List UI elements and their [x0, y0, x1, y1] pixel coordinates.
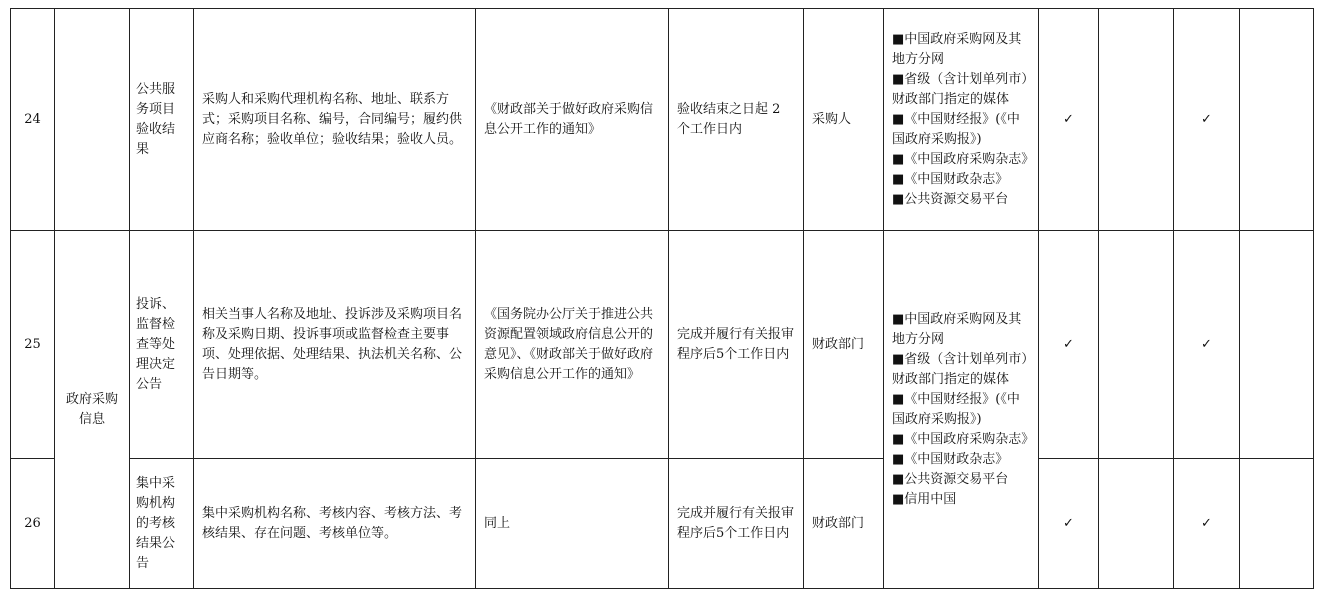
subject-text: 财政部门	[812, 515, 865, 531]
item-cell	[130, 459, 194, 589]
time-text: 验收结束之日起 2 个工作日内	[677, 101, 781, 137]
check-mark: ✓	[1174, 459, 1240, 589]
channel-item: ■省级（含计划单列市）财政部门指定的媒体	[892, 71, 1028, 107]
basis-cell	[476, 459, 669, 589]
basis-cell	[476, 231, 669, 459]
table-row	[11, 9, 1314, 231]
check-mark: ✓	[1039, 459, 1099, 589]
item-cell	[130, 231, 194, 459]
channel-item: ■中国政府采购网及其地方分网	[892, 311, 1022, 347]
check-mark: ✓	[1039, 231, 1099, 459]
time-text: 完成并履行有关报审程序后5个工作日内	[677, 326, 795, 362]
check-empty	[1240, 9, 1314, 231]
check-mark: ✓	[1039, 9, 1099, 231]
channel-item: ■信用中国	[892, 491, 957, 507]
row-number: 25	[11, 231, 55, 459]
channel-item: ■《中国政府采购杂志》	[892, 151, 1035, 167]
channels-cell	[884, 231, 1039, 589]
subject-cell	[804, 231, 884, 459]
channel-item: ■《中国财政杂志》	[892, 451, 1009, 467]
item-text: 投诉、监督检查等处理决定公告	[136, 296, 176, 392]
subject-text: 财政部门	[812, 336, 865, 352]
time-text: 完成并履行有关报审程序后5个工作日内	[677, 505, 795, 541]
check-empty	[1099, 231, 1174, 459]
content-text: 相关当事人名称及地址、投诉涉及采购项目名称及采购日期、投诉事项或监督检查主要事项、处理依据、处理结果、执法机关名称、公告日期等。	[202, 306, 463, 382]
check-empty	[1099, 9, 1174, 231]
content-text: 集中采购机构名称、考核内容、考核方法、考核结果、存在问题、考核单位等。	[202, 505, 463, 541]
time-cell	[669, 9, 804, 231]
content-cell	[194, 459, 476, 589]
row-number: 24	[11, 9, 55, 231]
channel-item: ■中国政府采购网及其地方分网	[892, 31, 1022, 67]
channels-cell	[884, 9, 1039, 231]
item-cell	[130, 9, 194, 231]
content-cell	[194, 231, 476, 459]
content-text: 采购人和采购代理机构名称、地址、联系方式；采购项目名称、编号，合同编号；履约供应商名称；验收单位；验收结果；验收人员。	[202, 91, 463, 147]
content-cell	[194, 9, 476, 231]
channels-list	[884, 310, 1038, 510]
channel-item: ■《中国政府采购杂志》	[892, 431, 1035, 447]
basis-text: 同上	[484, 515, 511, 531]
time-cell	[669, 231, 804, 459]
category-cell-empty	[55, 9, 130, 231]
check-mark: ✓	[1174, 231, 1240, 459]
channel-item: ■《中国财经报》(《中国政府采购报》)	[892, 111, 1020, 147]
category-cell	[55, 231, 130, 589]
category-text: 政府采购信息	[65, 391, 118, 427]
time-cell	[669, 459, 804, 589]
table-row	[11, 231, 1314, 459]
basis-text: 《国务院办公厅关于推进公共资源配置领域政府信息公开的意见》、《财政部关于做好政府采购信息公开工作的通知》	[484, 306, 654, 382]
item-text: 集中采购机构的考核结果公告	[136, 475, 176, 571]
check-empty	[1240, 459, 1314, 589]
subject-text: 采购人	[812, 111, 852, 127]
channels-list	[884, 30, 1038, 210]
table-row	[11, 459, 1314, 589]
subject-cell	[804, 9, 884, 231]
basis-text: 《财政部关于做好政府采购信息公开工作的通知》	[484, 101, 654, 137]
channel-item: ■《中国财经报》(《中国政府采购报》)	[892, 391, 1020, 427]
item-text: 公共服务项目验收结果	[136, 81, 176, 157]
subject-cell	[804, 459, 884, 589]
check-mark: ✓	[1174, 9, 1240, 231]
channel-item: ■省级（含计划单列市）财政部门指定的媒体	[892, 351, 1028, 387]
channel-item: ■《中国财政杂志》	[892, 171, 1009, 187]
channel-item: ■公共资源交易平台	[892, 191, 1009, 207]
row-number: 26	[11, 459, 55, 589]
channel-item: ■公共资源交易平台	[892, 471, 1009, 487]
check-empty	[1099, 459, 1174, 589]
basis-cell	[476, 9, 669, 231]
check-empty	[1240, 231, 1314, 459]
disclosure-table	[10, 8, 1314, 589]
